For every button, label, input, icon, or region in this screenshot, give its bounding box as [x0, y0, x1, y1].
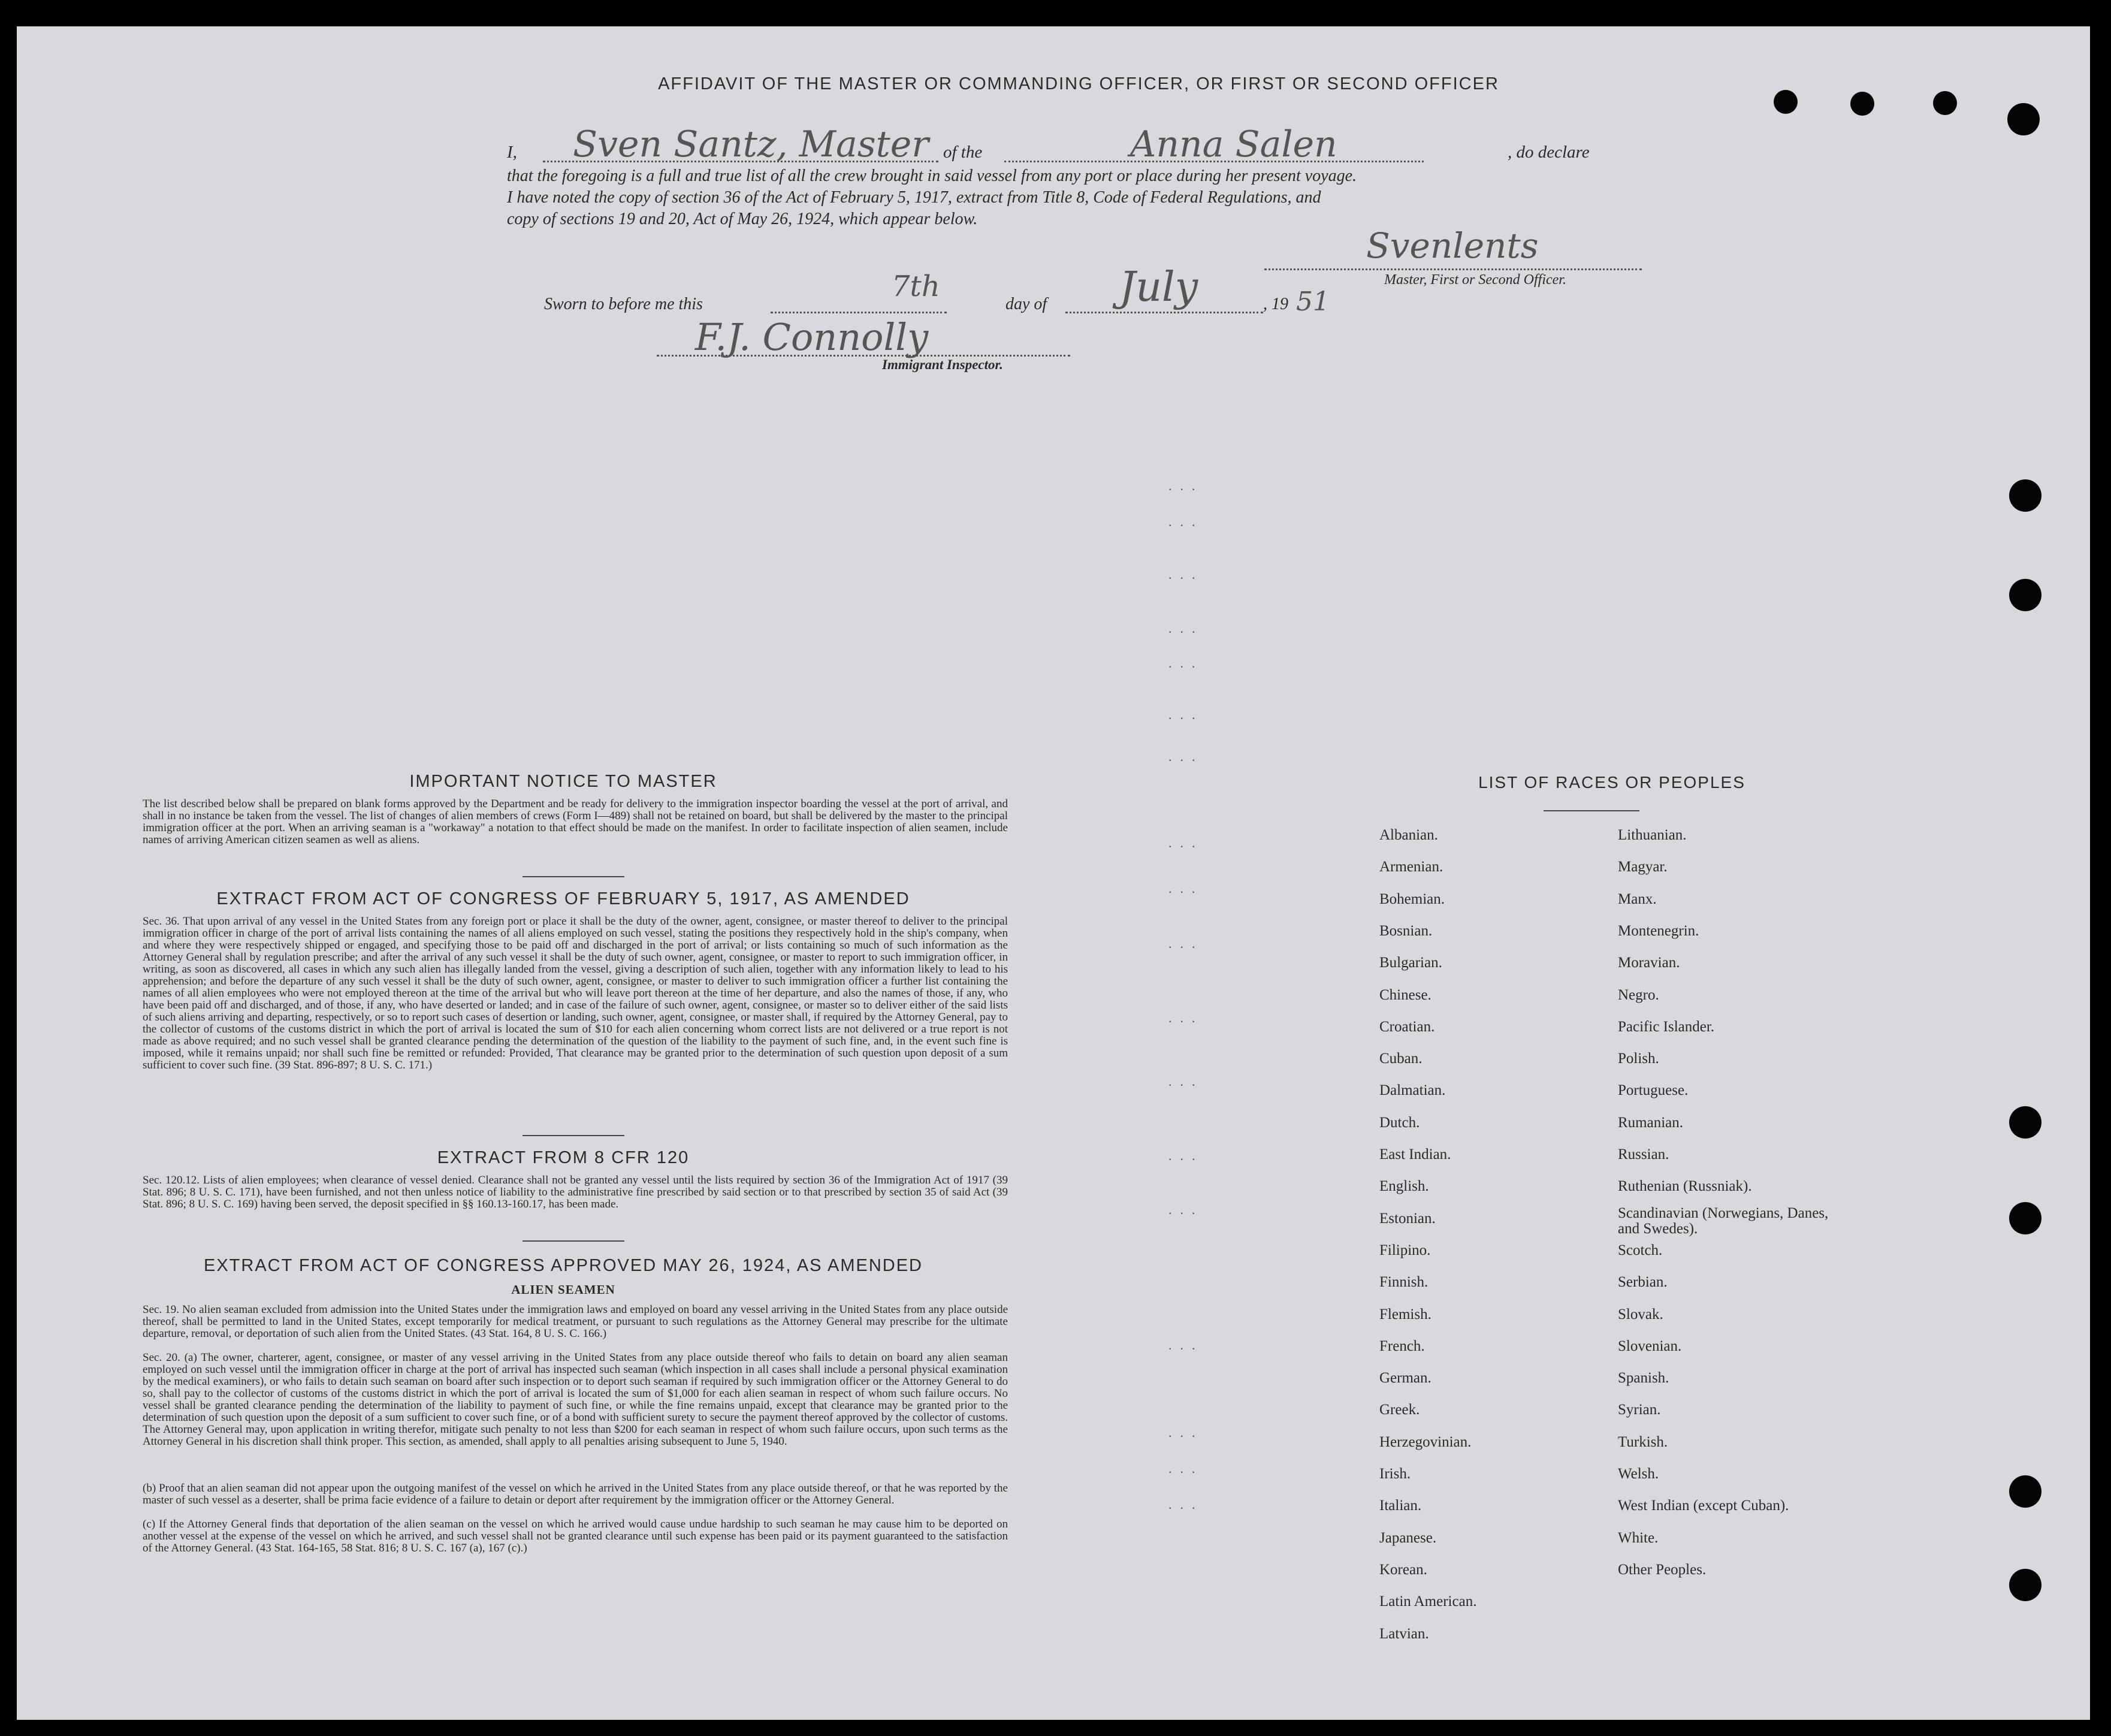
do-declare-label: , do declare — [1508, 143, 1590, 162]
dot-mark: ... — [1168, 1202, 1204, 1217]
punch-hole — [2009, 1106, 2041, 1139]
sworn-line — [544, 264, 1443, 331]
race-item: Syrian. — [1618, 1402, 1661, 1418]
race-item: Bulgarian. — [1379, 955, 1442, 971]
race-item: Spanish. — [1618, 1370, 1669, 1386]
divider — [1544, 810, 1639, 811]
race-item: Armenian. — [1379, 859, 1443, 875]
race-item: Latvian. — [1379, 1626, 1429, 1642]
race-item: Estonian. — [1379, 1210, 1436, 1227]
extract-1924-title: EXTRACT FROM ACT OF CONGRESS APPROVED MAY 26, 1924, AS AMENDED — [204, 1256, 923, 1275]
race-item: Dalmatian. — [1379, 1082, 1446, 1098]
race-item: Albanian. — [1379, 827, 1438, 843]
divider — [523, 1240, 624, 1242]
dot-mark: ... — [1168, 1074, 1204, 1089]
declaration-line-4: copy of sections 19 and 20, Act of May 26, 1924, which appear below. — [507, 210, 978, 228]
divider — [523, 1135, 624, 1136]
race-item: White. — [1618, 1530, 1659, 1546]
dot-mark: ... — [1168, 835, 1204, 850]
vessel-name-handwriting: Anna Salen — [1130, 123, 1337, 165]
punch-hole — [2009, 579, 2041, 611]
day-of-label: day of — [1005, 295, 1047, 313]
declaration-line-3: I have noted the copy of section 36 of the Act of February 5, 1917, extract from Title 8, Code of Federal Regulations, and — [507, 188, 1321, 207]
race-item: Russian. — [1618, 1146, 1669, 1163]
dot-mark: ... — [1168, 1425, 1204, 1440]
dot-mark: ... — [1168, 656, 1204, 671]
race-item: Serbian. — [1618, 1274, 1668, 1290]
race-item: German. — [1379, 1370, 1432, 1386]
punch-hole — [2009, 1475, 2041, 1508]
races-title: LIST OF RACES OR PEOPLES — [1478, 773, 1745, 792]
dot-mark: ... — [1168, 1148, 1204, 1163]
race-item: Herzegovinian. — [1379, 1434, 1472, 1450]
extract-1917-body: Sec. 36. That upon arrival of any vessel in the United States from any foreign port or place it shall be the duty of the owner, agent, consignee, or master thereof to deliver to the principal immigration officer in charge of the port of arrival lists containing the names of all aliens employed on such vessel, stating the positions they respectively hold in the ship's company, when and where they were respectively shipped or engaged, and specifying those to be paid off and discharged in the port of arrival; or lists containing so much of such information as the Attorney General shall by regulation prescribe; and after the arrival of any such vessel it shall be the duty of such owner, agent, consignee, or master to report to such immigration officer, in writing, as soon as discovered, all cases in which any such alien has illegally landed from the vessel, giving a description of such alien, together with any information likely to lead to his apprehension; and before the departure of any such vessel it shall be the duty of such owner, agent, consignee, or master to deliver to such immigration officer a further list containing the names of all alien employees who were not employed thereon at the time of the arrival but who will leave port thereon at the time of her departure, and also the names of those, if any, who have been paid off and discharged, and of those, if any, who have deserted or landed; and in case of the failure of such owner, agent, consignee, or master so to deliver either of the said lists of such aliens arriving and departing, respectively, or so to report such cases of desertion or landing, such owner, agent, consignee, or master shall, if required by the Attorney General, pay to the collector of customs of the customs district in which the port of arrival is located the sum of $10 for each alien concerning whom correct lists are not delivered or a true report is not made as above required; and no such vessel shall be granted clearance pending the determination of the question of the liability to the payment of such fine, and, in the event such fine is imposed, while it remains unpaid; nor shall such fine be remitted or refunded: Provided, That clearance may be granted prior to the determination of such question upon deposit of a sum sufficient to cover such fine. (39 Stat. 896-897; 8 U. S. C. 171.) — [143, 915, 1008, 1071]
race-item: Korean. — [1379, 1562, 1427, 1578]
race-item: Scotch. — [1618, 1242, 1663, 1258]
dot-mark: ... — [1168, 881, 1204, 896]
race-item: Lithuanian. — [1618, 827, 1687, 843]
race-item: Italian. — [1379, 1498, 1422, 1514]
extract-1917-title: EXTRACT FROM ACT OF CONGRESS OF FEBRUARY 5, 1917, AS AMENDED — [216, 889, 910, 908]
race-item: West Indian (except Cuban). — [1618, 1498, 1789, 1514]
dot-mark: ... — [1168, 707, 1204, 722]
extract-8cfr-body: Sec. 120.12. Lists of alien employees; when clearance of vessel denied. Clearance shall not be granted any vessel until the lists required by section 36 of the Immigration Act of 1917 (39 Stat. 896; 8 U. S. C. 171), have been furnished, and not then unless notice of liability to the administrative fine prescribed by said section or to that prescribed by section 35 of said Act (39 Stat. 896; 8 U. S. C. 169) having been served, the deposit specified in §§ 160.13-160.17, has been made. — [143, 1174, 1008, 1210]
declaration-line-1 — [507, 123, 1645, 167]
race-item: Japanese. — [1379, 1530, 1437, 1546]
master-name-handwriting: Sven Santz, Master — [573, 123, 929, 165]
race-item: Flemish. — [1379, 1306, 1432, 1323]
race-item: Scandinavian (Norwegians, Danes, and Swedes). — [1618, 1205, 1829, 1237]
extract-1924-subtitle: ALIEN SEAMEN — [511, 1282, 615, 1297]
year-handwriting: 51 — [1296, 286, 1330, 317]
declaration-line-2: that the foregoing is a full and true list of all the crew brought in said vessel from any port or place during her present voyage. — [507, 167, 1357, 185]
dot-mark: ... — [1168, 1338, 1204, 1352]
race-item: Slovenian. — [1618, 1338, 1682, 1354]
dot-mark: ... — [1168, 936, 1204, 951]
punch-hole — [1774, 90, 1798, 114]
affidavit-title: AFFIDAVIT OF THE MASTER OR COMMANDING OFFICER, OR FIRST OR SECOND OFFICER — [658, 74, 1499, 93]
notice-title: IMPORTANT NOTICE TO MASTER — [409, 772, 717, 791]
race-item: Negro. — [1618, 987, 1659, 1003]
sec-20b-body: (b) Proof that an alien seaman did not appear upon the outgoing manifest of the vessel on which he arrived in the United States from any place outside thereof, or that he was reported by the master of such vessel as a deserter, shall be prima facie evidence of a failure to detain or deport after requirement by the immigration officer or the Attorney General. — [143, 1482, 1008, 1506]
inspector-caption: Immigrant Inspector. — [882, 357, 1003, 372]
inspector-signature: F.J. Connolly — [695, 315, 929, 359]
sec-20c-body: (c) If the Attorney General finds that deportation of the alien seaman on the vessel on which he arrived would cause undue hardship to such seaman he may cause him to be deported on another vessel at the expense of the vessel on which he arrived, and such vessel shall not be granted clearance until such expense has been paid or its payment guaranteed to the satisfaction of the Attorney General. (43 Stat. 164-165, 58 Stat. 816; 8 U. S. C. 167 (a), 167 (c).) — [143, 1518, 1008, 1554]
dot-mark: ... — [1168, 514, 1204, 529]
race-item: Irish. — [1379, 1466, 1411, 1482]
day-field — [771, 312, 947, 313]
race-item: Chinese. — [1379, 987, 1432, 1003]
race-item: Filipino. — [1379, 1242, 1431, 1258]
race-item: Moravian. — [1618, 955, 1680, 971]
race-item: Ruthenian (Russniak). — [1618, 1178, 1752, 1194]
race-item: Bohemian. — [1379, 891, 1445, 907]
dot-mark: ... — [1168, 621, 1204, 636]
race-item: Other Peoples. — [1618, 1562, 1707, 1578]
dot-mark: ... — [1168, 749, 1204, 764]
dot-mark: ... — [1168, 567, 1204, 582]
month-field — [1065, 312, 1263, 313]
race-item: Welsh. — [1618, 1466, 1659, 1482]
dot-mark: ... — [1168, 1497, 1204, 1512]
race-item: Portuguese. — [1618, 1082, 1689, 1098]
document-page — [17, 26, 2090, 1720]
punch-hole — [2009, 479, 2041, 512]
punch-hole — [2009, 1202, 2041, 1234]
race-item: Bosnian. — [1379, 923, 1433, 939]
race-item: Finnish. — [1379, 1274, 1429, 1290]
punch-hole — [2007, 103, 2040, 135]
extract-8cfr-title: EXTRACT FROM 8 CFR 120 — [437, 1148, 690, 1167]
race-item: East Indian. — [1379, 1146, 1451, 1163]
race-item: Pacific Islander. — [1618, 1019, 1715, 1035]
race-item: Polish. — [1618, 1050, 1659, 1067]
race-item: Greek. — [1379, 1402, 1420, 1418]
dot-mark: ... — [1168, 478, 1204, 493]
month-handwriting: July — [1119, 264, 1198, 311]
of-the-label: of the — [943, 143, 983, 162]
master-caption: Master, First or Second Officer. — [1384, 272, 1566, 288]
race-item: English. — [1379, 1178, 1429, 1194]
race-item: Rumanian. — [1618, 1115, 1684, 1131]
race-item: Croatian. — [1379, 1019, 1435, 1035]
race-item: Latin American. — [1379, 1593, 1477, 1610]
race-item: Manx. — [1618, 891, 1657, 907]
divider — [523, 876, 624, 877]
sworn-label: Sworn to before me this — [544, 295, 703, 313]
sec-20-body: Sec. 20. (a) The owner, charterer, agent, consignee, or master of any vessel arriving in the United States from any place outside thereof who fails to detain on board any alien seaman employed on such vessel until the immigration officer in charge at the port of arrival has inspected such seaman (which inspection in all cases shall include a personal physical examination by the medical examiners), or who fails to detain such seaman on board after such inspection or to deport such seaman if required by such immigration officer or the Attorney General to do so, shall pay to the collector of customs of the customs district in which the port of arrival is located the sum of $1,000 for each alien seaman in respect of whom such failure occurs. No vessel shall be granted clearance pending the determination of the liability to payment of such fine, or while the fine remains unpaid, except that clearance may be granted prior to the determination of such question upon the deposit of a sum sufficient to cover such fine, or of a bond with sufficient surety to secure the payment thereof approved by the collector of customs. The Attorney General may, upon application in writing therefor, mitigate such penalty to not less than $200 for each seaman in respect of whom such failure occurs, upon such terms as the Attorney General in his discretion shall think proper. This section, as amended, shall apply to all penalties arising subsequent to June 5, 1940. — [143, 1351, 1008, 1448]
race-item: Dutch. — [1379, 1115, 1420, 1131]
i-label: I, — [507, 143, 517, 162]
dot-mark: ... — [1168, 1461, 1204, 1476]
master-signature-line — [1264, 268, 1642, 270]
master-signature: Svenlents — [1366, 225, 1539, 266]
sec-19-body: Sec. 19. No alien seaman excluded from admission into the United States under the immigration laws and employed on board any vessel arriving in the United States from any place outside thereof, shall be permitted to land in the United States, except temporarily for medical treatment, or pursuant to such regulations as the Attorney General may prescribe for the ultimate departure, removal, or deportation of such alien from the United States. (43 Stat. 164, 8 U. S. C. 166.) — [143, 1303, 1008, 1340]
notice-body: The list described below shall be prepared on blank forms approved by the Department and be ready for delivery to the immigration inspector boarding the vessel at the port of arrival, and shall in no instance be taken from the vessel. The list of changes of alien members of crews (Form I—489) shall not be retained on board, but shall be delivered by the master to the principal immigration officer at the port. When an arriving seaman is a "workaway" a notation to that effect should be made on the manifest. In order to facilitate inspection of alien seamen, include names of arriving American citizen seamen as well as aliens. — [143, 798, 1008, 846]
race-item: Montenegrin. — [1618, 923, 1699, 939]
race-item: French. — [1379, 1338, 1425, 1354]
dot-mark: ... — [1168, 1010, 1204, 1025]
punch-hole — [1933, 91, 1957, 115]
race-item: Slovak. — [1618, 1306, 1663, 1323]
race-item: Magyar. — [1618, 859, 1668, 875]
year-prefix: , 19 — [1263, 295, 1288, 313]
day-handwriting: 7th — [892, 270, 940, 303]
punch-hole — [1850, 92, 1874, 116]
punch-hole — [2009, 1569, 2041, 1601]
race-item: Cuban. — [1379, 1050, 1423, 1067]
race-item: Turkish. — [1618, 1434, 1668, 1450]
